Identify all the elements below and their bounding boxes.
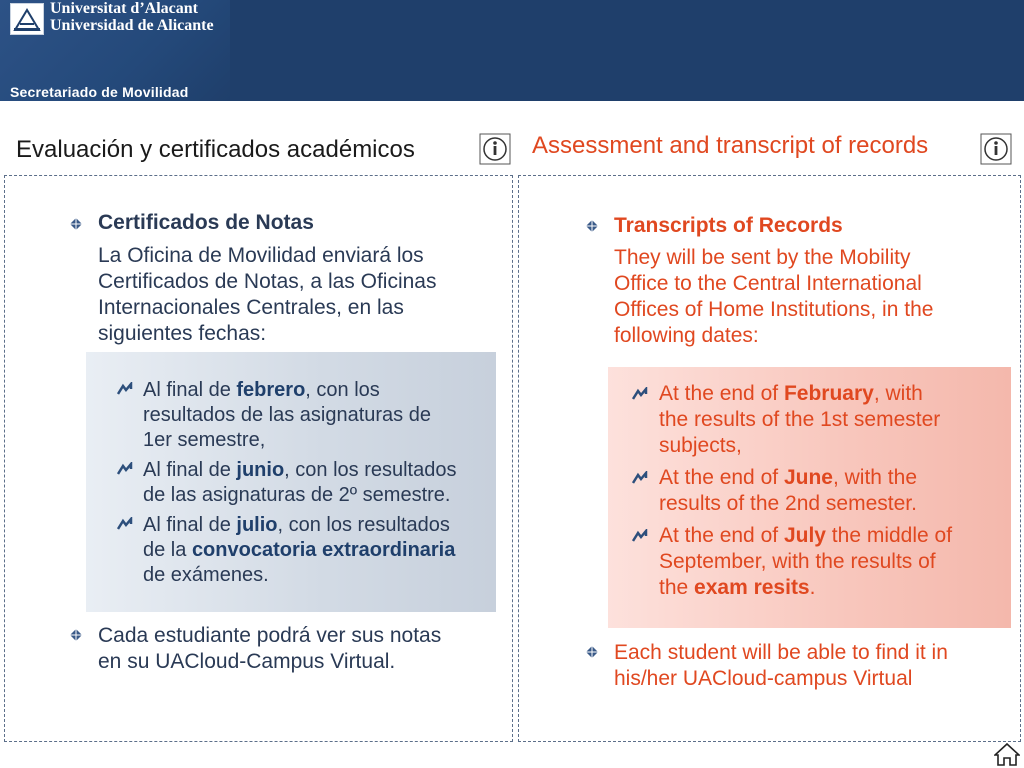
arrow-bullet-icon (117, 462, 133, 476)
spanish-intro-line: Internacionales Centrales, en las (98, 296, 404, 319)
spanish-date-item-1 (143, 378, 431, 453)
english-intro-line: Offices of Home Institutions, in the (614, 298, 934, 321)
spanish-footer-line: en su UACloud-Campus Virtual. (98, 650, 396, 673)
item-line: Al final de junio, con los resultados (143, 459, 457, 481)
info-icon[interactable] (479, 133, 511, 165)
item-line: subjects, (659, 434, 742, 457)
info-icon[interactable] (980, 133, 1012, 165)
arrow-bullet-icon (632, 471, 648, 485)
home-icon[interactable] (994, 742, 1020, 766)
department-name: Secretariado de Movilidad (10, 84, 189, 100)
item-line: de las asignaturas de 2º semestre. (143, 484, 451, 506)
item-line: results of the 2nd semester. (659, 492, 917, 515)
diamond-bullet-icon (586, 646, 598, 658)
english-footer (614, 640, 948, 692)
item-line: September, with the results of (659, 550, 936, 573)
arrow-bullet-icon (117, 382, 133, 396)
english-date-item-1 (659, 381, 940, 459)
item-line: Al final de febrero, con los (143, 379, 380, 401)
item-line: Al final de julio, con los resultados (143, 514, 450, 536)
arrow-bullet-icon (632, 387, 648, 401)
item-line: the results of the 1st semester (659, 408, 941, 431)
diamond-bullet-icon (70, 629, 82, 641)
english-intro-line: Office to the Central International (614, 272, 922, 295)
item-line: At the end of July the middle of (659, 524, 953, 547)
item-line: 1er semestre, (143, 429, 266, 451)
item-line: resultados de las asignaturas de (143, 404, 431, 426)
english-date-item-2 (659, 465, 917, 517)
english-footer-line: Each student will be able to find it in (614, 641, 948, 664)
spanish-intro-line: Certificados de Notas, a las Oficinas (98, 270, 437, 293)
arrow-bullet-icon (117, 517, 133, 531)
university-logo-icon (10, 3, 44, 35)
english-intro (614, 245, 933, 349)
spanish-footer (98, 623, 441, 675)
spanish-title: Evaluación y certificados académicos (16, 136, 415, 163)
item-line: At the end of February, with (659, 382, 923, 405)
diamond-bullet-icon (70, 218, 82, 230)
english-intro-line: They will be sent by the Mobility (614, 246, 911, 269)
university-name-catalan: Universitat d’Alacant (50, 0, 198, 17)
english-title: Assessment and transcript of records (532, 132, 929, 159)
spanish-date-item-2 (143, 458, 456, 508)
english-footer-line: his/her UACloud-campus Virtual (614, 667, 913, 690)
university-name-spanish: Universidad de Alicante (50, 17, 214, 34)
diamond-bullet-icon (586, 220, 598, 232)
english-date-item-3 (659, 523, 952, 601)
arrow-bullet-icon (632, 529, 648, 543)
spanish-intro-line: siguientes fechas: (98, 322, 267, 345)
spanish-footer-line: Cada estudiante podrá ver sus notas (98, 624, 442, 647)
spanish-heading: Certificados de Notas (98, 211, 314, 234)
item-line: de la convocatoria extraordinaria (143, 539, 456, 561)
english-intro-line: following dates: (614, 324, 759, 347)
spanish-intro-line: La Oficina de Movilidad enviará los (98, 244, 424, 267)
item-line: At the end of June, with the (659, 466, 917, 489)
spanish-date-item-3 (143, 513, 455, 588)
english-heading: Transcripts of Records (614, 214, 843, 237)
spanish-intro (98, 243, 436, 347)
item-line: the exam resits. (659, 576, 816, 599)
item-line: de exámenes. (143, 564, 269, 586)
header-bar (0, 0, 1024, 101)
